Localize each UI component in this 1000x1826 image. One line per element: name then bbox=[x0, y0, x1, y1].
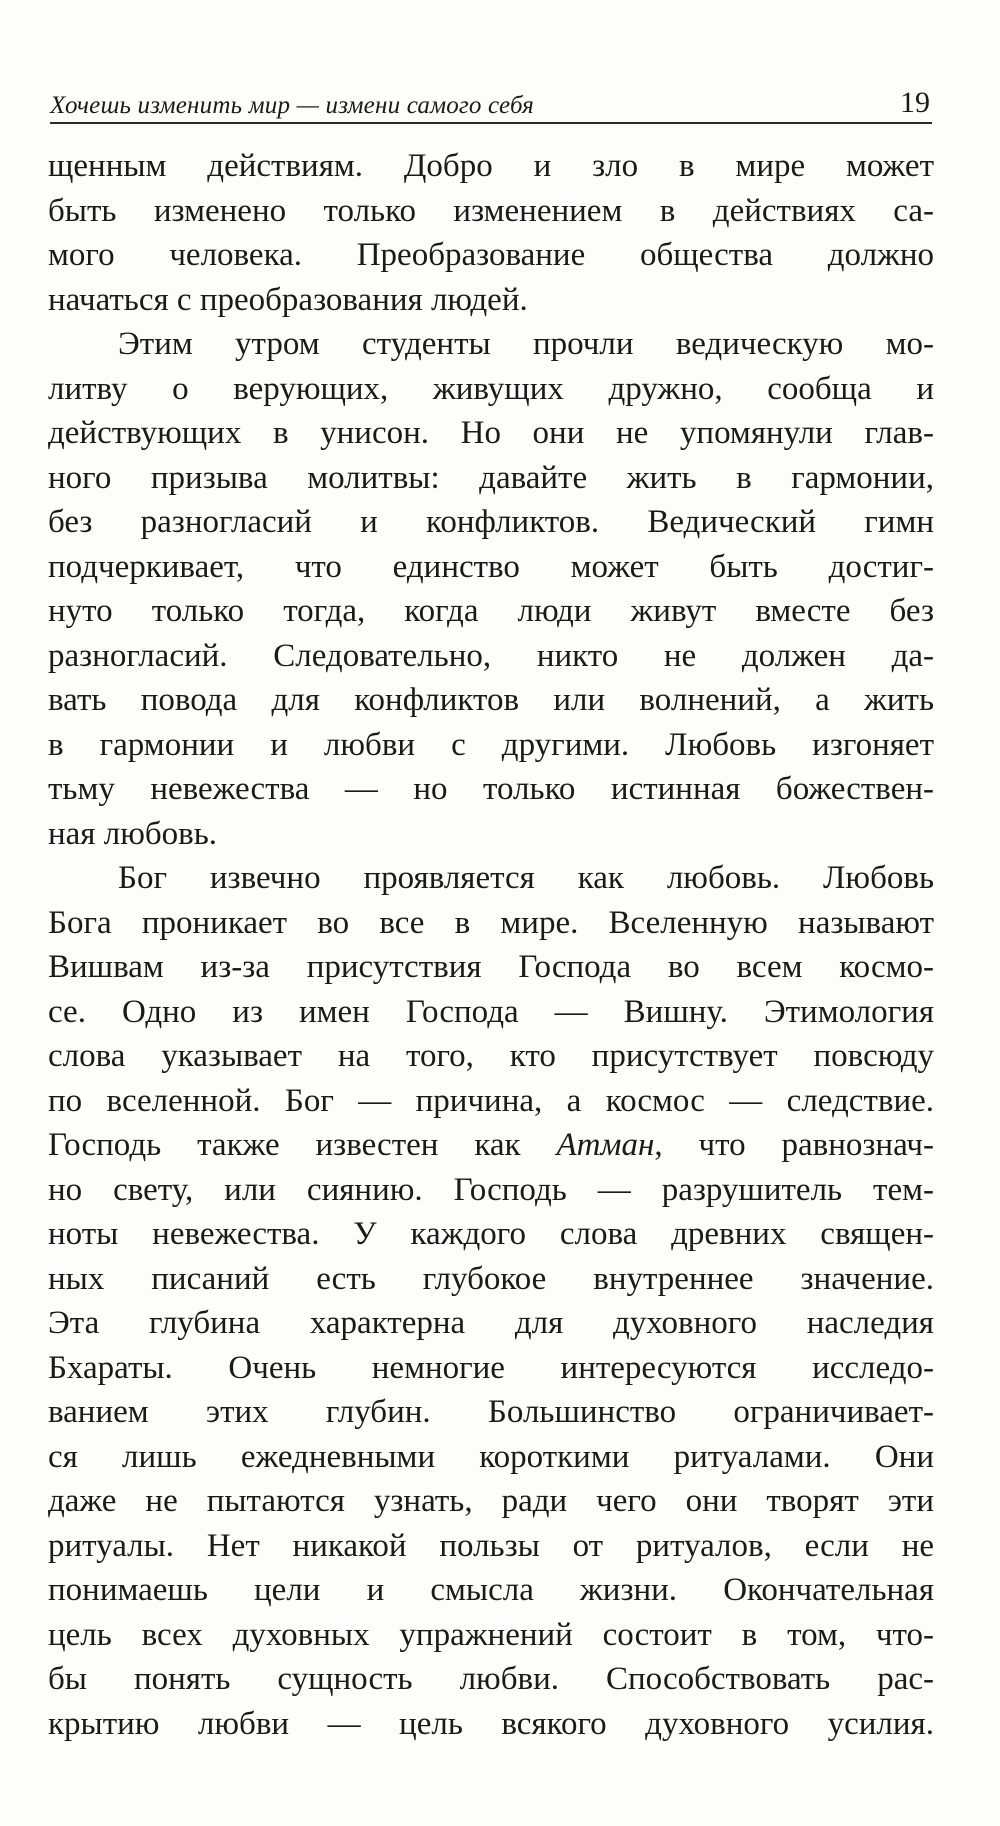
text-line: ная любовь. bbox=[48, 815, 218, 852]
text-line: ся лишь ежедневными короткими ритуалами. Они bbox=[48, 1438, 934, 1475]
text-line: действующих в унисон. Но они не упомянули глав- bbox=[48, 415, 934, 451]
text-line: ного призыва молитвы: давайте жить в гармонии, bbox=[48, 459, 934, 496]
text-line: Эта глубина характерна для духовного наследия bbox=[48, 1305, 934, 1341]
text-line: крытию любви — цель всякого духовного усилия. bbox=[48, 1705, 934, 1742]
running-header bbox=[50, 82, 932, 124]
text-line: без разногласий и конфликтов. Ведический гимн bbox=[48, 504, 934, 540]
text-line: но свету, или сиянию. Господь — разрушитель тем- bbox=[48, 1171, 934, 1208]
text-line: по вселенной. Бог — причина, а космос — следствие. bbox=[48, 1082, 934, 1119]
body-text bbox=[48, 144, 934, 1746]
text-line: в гармонии и любви с другими. Любовь изгоняет bbox=[48, 726, 934, 763]
running-title: Хочешь изменить мир — измени самого себя bbox=[50, 92, 534, 119]
text-line: Бхараты. Очень немногие интересуются исследо- bbox=[48, 1349, 934, 1386]
text-line: щенным действиям. Добро и зло в мире может bbox=[48, 148, 934, 184]
text-line: се. Одно из имен Господа — Вишну. Этимология bbox=[48, 993, 934, 1030]
text-line bbox=[48, 1123, 934, 1168]
text-line: Бог извечно проявляется как любовь. Любовь bbox=[118, 860, 934, 896]
italic-term: Атман bbox=[556, 1127, 655, 1163]
text-line: начаться с преобразования людей. bbox=[48, 281, 528, 318]
text-line: слова указывает на того, кто присутствует повсюду bbox=[48, 1038, 934, 1074]
text-line: быть изменено только изменением в действиях са- bbox=[48, 192, 934, 229]
text-line: ритуалы. Нет никакой пользы от ритуалов, если не bbox=[48, 1527, 934, 1564]
text-line: тьму невежества — но только истинная божествен- bbox=[48, 771, 934, 807]
text-line: разногласий. Следовательно, никто не должен да- bbox=[48, 637, 934, 674]
text-segment: Господь также известен как bbox=[48, 1127, 557, 1163]
text-line: бы понять сущность любви. Способствовать рас- bbox=[48, 1661, 934, 1697]
text-line: ноты невежества. У каждого слова древних священ- bbox=[48, 1216, 934, 1252]
page-number: 19 bbox=[900, 86, 930, 119]
text-line: вать повода для конфликтов или волнений, а жить bbox=[48, 682, 934, 718]
text-line: нуто только тогда, когда люди живут вместе без bbox=[48, 593, 934, 629]
text-line: мого человека. Преобразование общества должно bbox=[48, 237, 934, 273]
text-segment: , что равнознач- bbox=[654, 1127, 934, 1163]
text-line: Вишвам из-за присутствия Господа во всем космо- bbox=[48, 949, 934, 985]
text-line: подчеркивает, что единство может быть достиг- bbox=[48, 548, 934, 585]
text-line: ных писаний есть глубокое внутреннее значение. bbox=[48, 1260, 934, 1297]
text-line: понимаешь цели и смысла жизни. Окончательная bbox=[48, 1572, 934, 1608]
text-line: даже не пытаются узнать, ради чего они творят эти bbox=[48, 1483, 934, 1519]
text-line: ванием этих глубин. Большинство ограничивает- bbox=[48, 1394, 934, 1430]
text-line: литву о верующих, живущих дружно, сообща и bbox=[48, 370, 934, 407]
text-line: Бога проникает во все в мире. Вселенную называют bbox=[48, 904, 934, 941]
text-line: Этим утром студенты прочли ведическую мо- bbox=[118, 326, 934, 362]
text-line: цель всех духовных упражнений состоит в том, что- bbox=[48, 1616, 934, 1653]
